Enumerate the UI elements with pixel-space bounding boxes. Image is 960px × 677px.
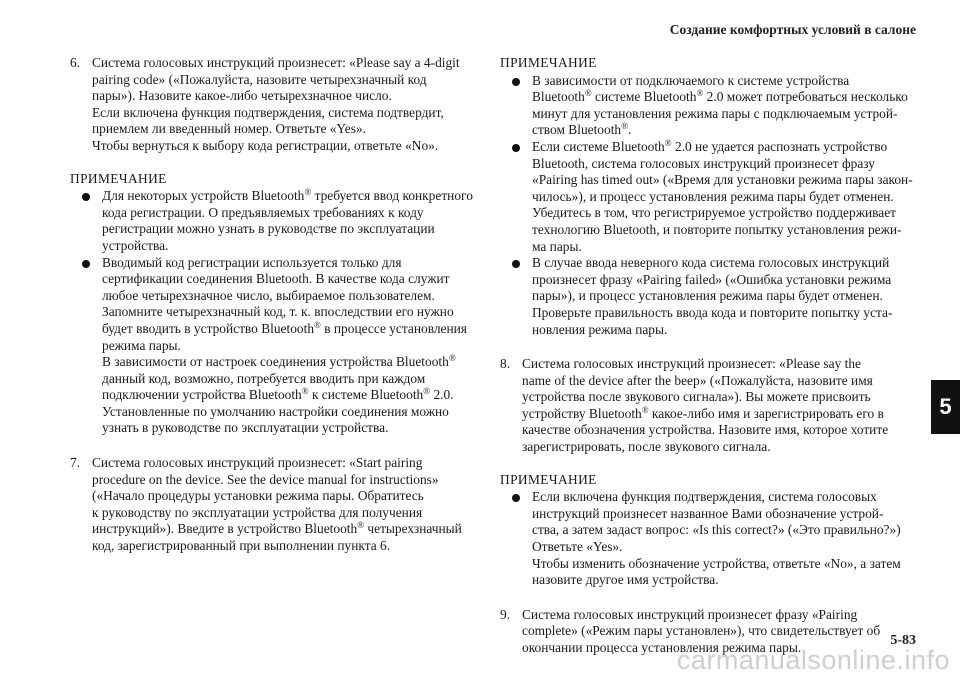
step-number: 7. — [70, 455, 81, 471]
bullet-line: любое четырехзначное число, выбираемое пользователем. — [102, 287, 435, 303]
step-line: инструкций»). Введите в устройство Bluetooth® четырехзначный — [92, 520, 462, 537]
bullet-line: кода регистрации. О предъявляемых требованиях к коду — [102, 204, 424, 220]
step-line: Система голосовых инструкций произнесет: «Please say a 4-digit — [92, 55, 460, 70]
step-number: 8. — [500, 356, 511, 372]
bullet-line: Чтобы изменить обозначение устройства, ответьте «No», а затем — [532, 555, 901, 571]
step-7 — [70, 455, 475, 555]
step-line: («Начало процедуры установки режима пары. Обратитесь — [92, 488, 424, 504]
left-column — [70, 55, 475, 571]
bullet-line: В зависимости от настроек соединения устройства Bluetooth® — [102, 353, 456, 370]
step-line: зарегистрировать, после звукового сигнала. — [522, 439, 771, 455]
chapter-tab: 5 — [931, 380, 960, 434]
bullet-line: узнать в руководстве по эксплуатации устройства. — [102, 420, 389, 436]
note-bullet — [510, 139, 920, 255]
note-block — [70, 171, 475, 438]
step-line: код, зарегистрированный при выполнении пункта 6. — [92, 538, 391, 554]
step-line: устройства после звукового сигнала»). Вы можете присвоить — [522, 389, 871, 405]
bullet-line: Запомните четырехзначный код, т. к. впоследствии его нужно — [102, 304, 454, 320]
right-column — [500, 55, 920, 673]
bullet-line: устройства. — [102, 237, 169, 253]
note-bullet — [80, 188, 475, 254]
step-line: окончании процесса установления режима пары. — [522, 640, 802, 655]
bullet-line: Вводимый код регистрации используется только для — [102, 254, 402, 270]
bullet-line: Проверьте правильность ввода кода и повторите попытку уста- — [532, 304, 893, 320]
bullet-line: Установленные по умолчанию настройки соединения можно — [102, 403, 449, 419]
bullet-line: ством Bluetooth®. — [532, 121, 632, 138]
note-block — [500, 55, 920, 338]
step-line: устройству Bluetooth® какое-либо имя и зарегистрировать его в — [522, 404, 884, 421]
bullet-line: будет вводить в устройство Bluetooth® в процессе установления — [102, 319, 467, 336]
bullet-line: минут для установления режима пары с подключаемым устрой- — [532, 105, 898, 121]
bullet-line: произнесет фразу «Pairing failed» («Ошибка установки режима — [532, 271, 892, 287]
note-bullet — [510, 489, 920, 589]
note-bullet — [510, 73, 920, 139]
bullet-line: режима пары. — [102, 337, 181, 353]
step-line: приемлем ли введенный номер. Ответьте «Yes». — [92, 121, 366, 137]
step-line: Система голосовых инструкций произнесет фразу «Pairing — [522, 606, 858, 622]
step-number: 6. — [70, 55, 81, 70]
step-line: procedure on the device. See the device manual for instructions» — [92, 471, 439, 487]
bullet-line: Если системе Bluetooth® 2.0 не удается распознать устройство — [532, 137, 888, 154]
step-number: 9. — [500, 606, 511, 622]
note-block — [500, 472, 920, 589]
note-bullet — [80, 255, 475, 438]
bullet-line: технологию Bluetooth, и повторите попытку установления режи- — [532, 221, 902, 237]
step-line: пары»). Назовите какое-либо четырехзначное число. — [92, 88, 392, 104]
bullet-line: Для некоторых устройств Bluetooth® требуется ввод конкретного — [102, 187, 473, 204]
bullet-line: «Pairing has timed out» («Время для установки режима пары закон- — [532, 172, 913, 188]
page-header-title: Создание комфортных условий в салоне — [669, 22, 916, 37]
bullet-line: Убедитесь в том, что регистрируемое устройство поддерживает — [532, 205, 896, 221]
bullet-line: инструкций произнесет названное Вами обозначение устрой- — [532, 505, 884, 521]
bullet-line: пары»), и процесс установления режима пары будет отменен. — [532, 288, 883, 304]
bullet-line: В зависимости от подключаемого к системе устройства — [532, 72, 850, 88]
bullet-line: регистрации можно узнать в руководстве по эксплуатации — [102, 221, 435, 237]
bullet-line: данный код, возможно, потребуется вводить при каждом — [102, 370, 426, 386]
step-8 — [500, 356, 920, 456]
bullet-line: новления режима пары. — [532, 321, 668, 337]
bullet-line: подключении устройства Bluetooth® к системе Bluetooth® 2.0. — [102, 386, 454, 403]
step-line: Система голосовых инструкций произнесет: «Please say the — [522, 356, 861, 372]
bullet-line: Bluetooth, система голосовых инструкций произнесет фразу — [532, 155, 876, 171]
step-line: pairing code» («Пожалуйста, назовите четырехзначный код — [92, 71, 427, 87]
note-title: ПРИМЕЧАНИЕ — [70, 170, 167, 186]
watermark: carmanualsonline.info — [676, 645, 950, 675]
note-bullet — [510, 255, 920, 338]
step-line: name of the device after the beep» («Пожалуйста, назовите имя — [522, 372, 873, 388]
step-line: complete» («Режим пары установлен»), что свидетельствует об — [522, 623, 881, 639]
bullet-line: назовите другое имя устройства. — [532, 572, 719, 588]
step-line: качестве обозначения устройства. Назовите имя, которое хотите — [522, 422, 889, 438]
step-6 — [70, 55, 475, 155]
note-title: ПРИМЕЧАНИЕ — [500, 471, 597, 487]
step-line: Чтобы вернуться к выбору кода регистрации, ответьте «No». — [92, 137, 439, 153]
bullet-line: Если включена функция подтверждения, система голосовых — [532, 489, 877, 505]
page-number: 5-83 — [890, 633, 916, 648]
step-line: к руководству по эксплуатации устройства для получения — [92, 504, 423, 520]
bullet-line: Bluetooth® системе Bluetooth® 2.0 может потребоваться несколько — [532, 88, 908, 105]
bullet-line: чилось»), и процесс установления режима пары будет отменен. — [532, 188, 894, 204]
note-title: ПРИМЕЧАНИЕ — [500, 55, 597, 70]
step-line: Система голосовых инструкций произнесет: «Start pairing — [92, 455, 423, 471]
bullet-line: ства, а затем задаст вопрос: «Is this correct?» («Это правильно?») — [532, 522, 901, 538]
bullet-line: сертификации соединения Bluetooth. В качестве кода служит — [102, 271, 450, 287]
step-line: Если включена функция подтверждения, система подтвердит, — [92, 104, 444, 120]
bullet-line: Ответьте «Yes». — [532, 539, 623, 555]
bullet-line: ма пары. — [532, 238, 582, 254]
bullet-line: В случае ввода неверного кода система голосовых инструкций — [532, 255, 890, 271]
